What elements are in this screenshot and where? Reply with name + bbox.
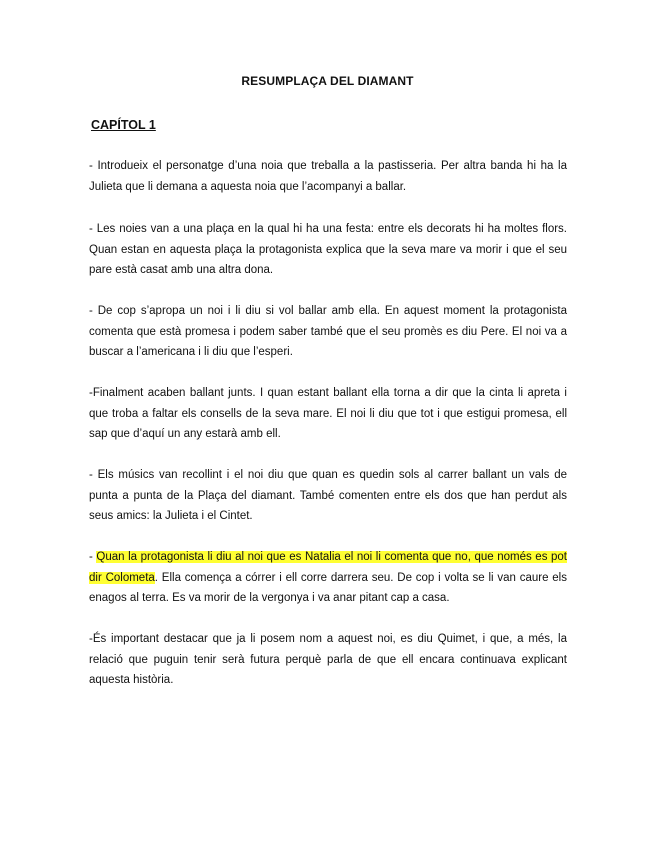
paragraph-5: - Els músics van recollint i el noi diu que quan es quedin sols al carrer ballant un vals de punta a punta de la Plaça del diamant. També comenten entre els dos que han perdut als seus amics: la Julieta i el Cintet. [89, 469, 567, 522]
paragraph-2: - Les noies van a una plaça en la qual hi ha una festa: entre els decorats hi ha moltes flors. Quan estan en aquesta plaça la protagonista explica que la seva mare va morir i que el seu pare està casat amb una altra dona. [89, 223, 567, 276]
paragraph-1: - Introdueix el personatge d’una noia que treballa a la pastisseria. Per altra banda hi ha la Julieta que li demana a aquesta noia que l’acompanyi a ballar. [89, 160, 567, 193]
paragraph-6 [89, 547, 567, 609]
paragraph-6-rest: . Ella comença a córrer i ell corre darrera seu. De cop i volta se li van caure els enagos al terra. Es va morir de la vergonya i va anar pitant cap a casa. [89, 571, 567, 604]
document-title: RESUMPLAÇA DEL DIAMANT [241, 74, 414, 88]
paragraph-4: -Finalment acaben ballant junts. I quan estant ballant ella torna a dir que la cinta li apreta i que troba a faltar els consells de la seva mare. El noi li diu que tot i que estigui promesa, ell sap que d’aquí un any estarà amb ell. [89, 387, 567, 440]
paragraph-7: -És important destacar que ja li posem nom a aquest noi, es diu Quimet, i que, a més, la relació que puguin tenir serà futura perquè parla de que ell encara continuava explicant aquesta història. [89, 633, 567, 686]
chapter-heading: CAPÍTOL 1 [91, 118, 156, 132]
highlighted-text: Quan la protagonista li diu al noi que es Natalia el noi li comenta que no, que només es pot dir Colometa [89, 551, 567, 584]
paragraph-6-prefix: - [89, 551, 97, 563]
paragraph-3: - De cop s’apropa un noi i li diu si vol ballar amb ella. En aquest moment la protagonista comenta que està promesa i podem saber també que el seu promès es diu Pere. El noi va a buscar a l’americana i li diu que l’esperi. [89, 305, 567, 358]
